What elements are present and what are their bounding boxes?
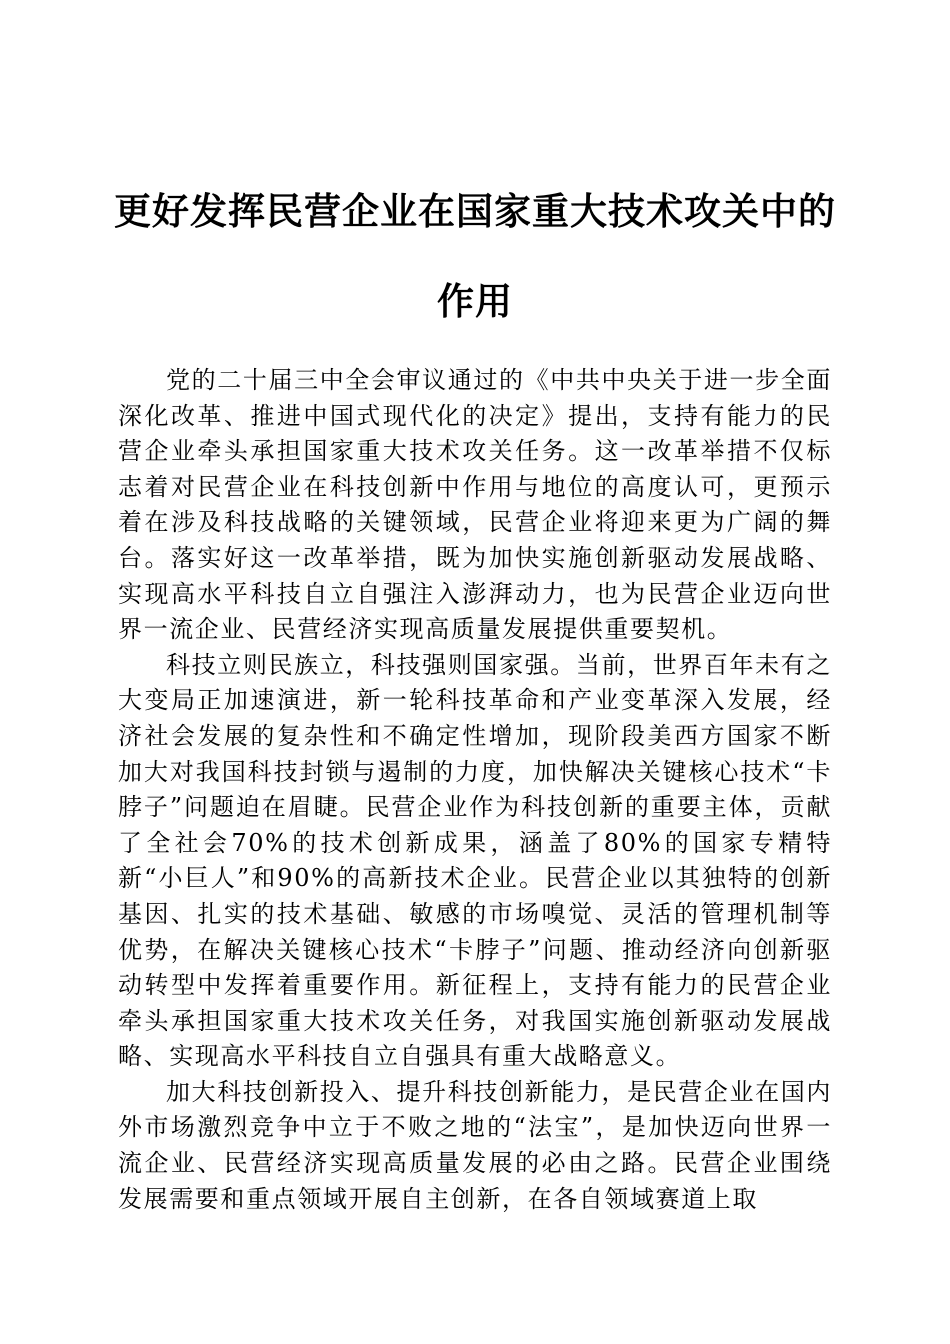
document-body	[118, 363, 832, 1217]
document-title: 更好发挥民营企业在国家重大技术攻关中的作用	[114, 189, 836, 323]
paragraph: 党的二十届三中全会审议通过的《中共中央关于进一步全面深化改革、推进中国式现代化的决定》提出，支持有能力的民营企业牵头承担国家重大技术攻关任务。这一改革举措不仅标志着对民营企业在科技创新中作用与地位的高度认可，更预示着在涉及科技战略的关键领域，民营企业将迎来更为广阔的舞台。落实好这一改革举措，既为加快实施创新驱动发展战略、实现高水平科技自立自强注入澎湃动力，也为民营企业迈向世界一流企业、民营经济实现高质量发展提供重要契机。	[118, 366, 832, 644]
paragraph: 加大科技创新投入、提升科技创新能力，是民营企业在国内外市场激烈竞争中立于不败之地的“法宝”，是加快迈向世界一流企业、民营经济实现高质量发展的必由之路。民营企业围绕发展需要和重点领域开展自主创新，在各自领域赛道上取	[118, 1077, 832, 1213]
paragraph: 科技立则民族立，科技强则国家强。当前，世界百年未有之大变局正加速演进，新一轮科技革命和产业变革深入发展，经济社会发展的复杂性和不确定性增加，现阶段美西方国家不断加大对我国科技封锁与遏制的力度，加快解决关键核心技术“卡脖子”问题迫在眉睫。民营企业作为科技创新的重要主体，贡献了全社会70%的技术创新成果，涵盖了80%的国家专精特新“小巨人”和90%的高新技术企业。民营企业以其独特的创新基因、扎实的技术基础、敏感的市场嗅觉、灵活的管理机制等优势，在解决关键核心技术“卡脖子”问题、推动经济向创新驱动转型中发挥着重要作用。新征程上，支持有能力的民营企业牵头承担国家重大技术攻关任务，对我国实施创新驱动发展战略、实现高水平科技自立自强具有重大战略意义。	[118, 650, 832, 1071]
